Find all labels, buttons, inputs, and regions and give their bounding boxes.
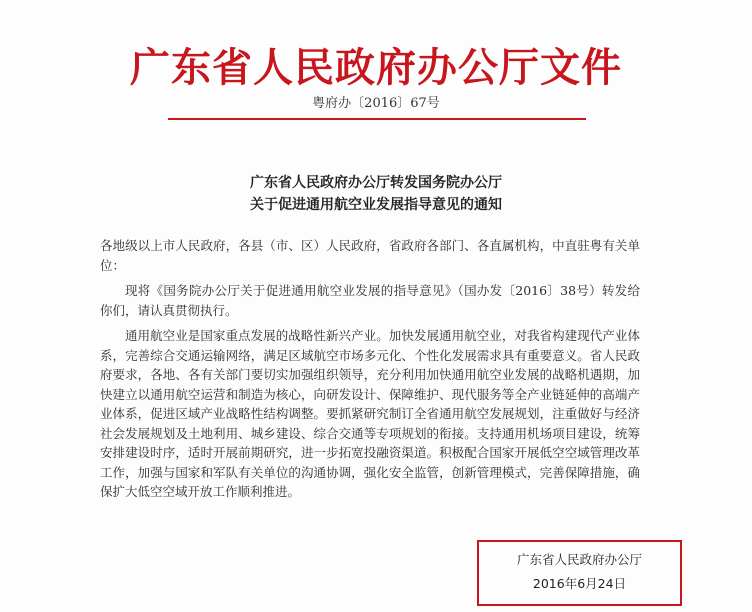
notice-body — [100, 236, 640, 508]
forwarding-paragraph: 现将《国务院办公厅关于促进通用航空业发展的指导意见》（国办发〔2016〕38号）转发给你们，请认真贯彻执行。 — [100, 283, 640, 318]
document-number: 粤府办〔2016〕67号 — [312, 96, 440, 111]
header-red-rule — [168, 118, 586, 120]
notice-title-line1: 广东省人民政府办公厅转发国务院办公厅 — [250, 175, 502, 191]
addressee-paragraph: 各地级以上市人民政府，各县（市、区）人民政府，省政府各部门、各直属机构，中直驻粤有关单位： — [100, 238, 640, 273]
signature-organization: 广东省人民政府办公厅 — [516, 552, 642, 567]
document-header-title: 广东省人民政府办公厅文件 — [130, 44, 622, 91]
signature-date: 2016年6月24日 — [532, 576, 627, 591]
notice-title-line2: 关于促进通用航空业发展指导意见的通知 — [250, 197, 502, 213]
requirements-paragraph: 通用航空业是国家重点发展的战略性新兴产业。加快发展通用航空业，对我省构建现代产业体系，完善综合交通运输网络，满足区域航空市场多元化、个性化发展需求具有重要意义。省人民政府要求，各地、各有关部门要切实加强组织领导，充分利用加快通用航空业发展的战略机遇期，加快建立以通用航空运营和制造为核心，向研发设计、保障维护、现代服务等全产业链延伸的高端产业体系，促进区域产业战略性结构调整。要抓紧研究制订全省通用航空发展规划，注重做好与经济社会发展规划及土地利用、城乡建设、综合交通等专项规划的衔接。支持通用机场项目建设，统筹安排建设时序，适时开展前期研究，进一步拓宽投融资渠道。积极配合国家开展低空空域管理改革工作，加强与国家和军队有关单位的沟通协调，强化安全监管，创新管理模式，完善保障措施，确保扩大低空空域开放工作顺利推进。 — [100, 328, 640, 499]
signature-box — [477, 540, 682, 606]
